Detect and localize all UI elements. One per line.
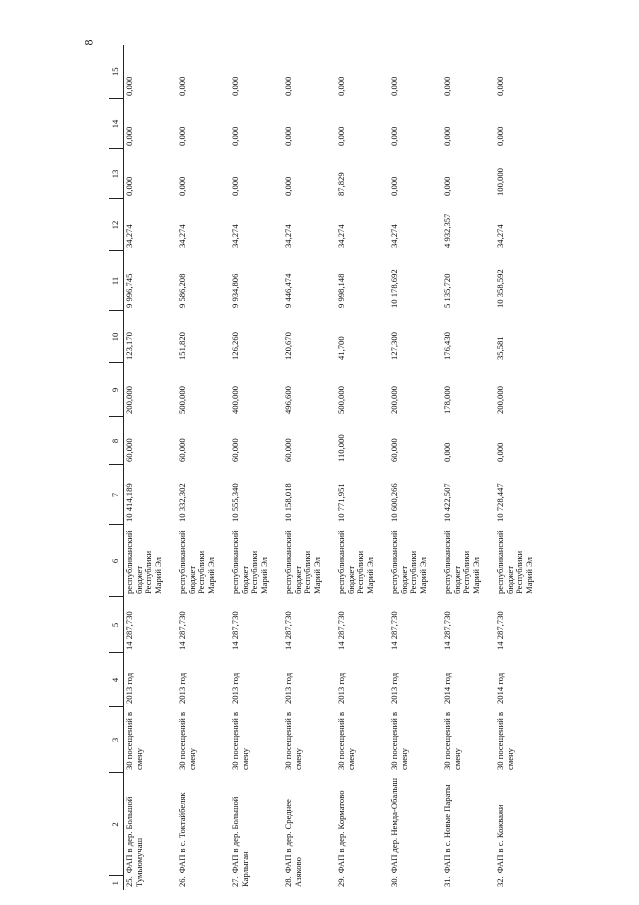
row-number: 31. bbox=[442, 876, 452, 887]
value-cell: 9 586,208 bbox=[177, 273, 187, 308]
value-cell: 0,000 bbox=[283, 76, 293, 96]
value-cell: 34,274 bbox=[177, 224, 187, 248]
facility-cell bbox=[389, 773, 442, 890]
capacity-cell: 30 посещений в смену bbox=[336, 711, 356, 770]
row-number: 27. bbox=[230, 876, 240, 887]
year-cell: 2013 год bbox=[283, 672, 293, 704]
cost-cell: 14 287,730 bbox=[336, 611, 346, 650]
cost-cell: 14 287,730 bbox=[495, 611, 505, 650]
value-cell: 0,000 bbox=[177, 126, 187, 146]
value-cell: 0,000 bbox=[336, 76, 346, 96]
facility-name: ФАП в дер. Большой Тумьюмучаш bbox=[124, 796, 144, 887]
value-cell: 400,000 bbox=[230, 386, 240, 414]
row-number: 30. bbox=[389, 876, 399, 887]
capacity-cell: 30 посещений в смену bbox=[389, 711, 409, 770]
value-cell: 10 358,592 bbox=[495, 269, 505, 308]
year-cell: 2013 год bbox=[336, 672, 346, 704]
value-cell: 34,274 bbox=[230, 224, 240, 248]
value-cell: 35,581 bbox=[495, 336, 505, 360]
value-cell: 34,274 bbox=[495, 224, 505, 248]
value-cell: 0,000 bbox=[283, 176, 293, 196]
value-cell: 10 728,447 bbox=[495, 483, 505, 522]
table-row bbox=[336, 45, 389, 890]
value-cell: 0,000 bbox=[230, 176, 240, 196]
value-cell: 200,000 bbox=[124, 386, 134, 414]
value-cell: 0,000 bbox=[495, 442, 505, 462]
value-cell: 34,274 bbox=[336, 224, 346, 248]
source-cell: республиканский бюджет Республики Марий Эл bbox=[336, 530, 375, 594]
year-cell: 2013 год bbox=[177, 672, 187, 704]
column-header: 15 bbox=[109, 45, 124, 99]
value-cell: 0,000 bbox=[442, 76, 452, 96]
table-row bbox=[389, 45, 442, 890]
facility-name: ФАП дер. Немда-Обалыш bbox=[389, 778, 399, 874]
source-cell: республиканский бюджет Республики Марий Эл bbox=[442, 530, 481, 594]
value-cell: 9 446,474 bbox=[283, 273, 293, 308]
source-cell: республиканский бюджет Республики Марий Эл bbox=[283, 530, 322, 594]
value-cell: 0,000 bbox=[389, 176, 399, 196]
value-cell: 123,170 bbox=[124, 332, 134, 360]
year-cell: 2014 год bbox=[442, 672, 452, 704]
value-cell: 100,000 bbox=[495, 168, 505, 196]
value-cell: 0,000 bbox=[283, 126, 293, 146]
value-cell: 176,430 bbox=[442, 332, 452, 360]
facility-name: ФАП в дер. Большой Карлыган bbox=[230, 796, 250, 887]
source-cell: республиканский бюджет Республики Марий Эл bbox=[230, 530, 269, 594]
value-cell: 200,000 bbox=[495, 386, 505, 414]
value-cell: 0,000 bbox=[177, 76, 187, 96]
row-number: 29. bbox=[336, 876, 346, 887]
facility-name: ФАП в дер. Среднее Азяково bbox=[283, 799, 303, 887]
value-cell: 127,300 bbox=[389, 332, 399, 360]
cost-cell: 14 287,730 bbox=[442, 611, 452, 650]
capacity-cell: 30 посещений в смену bbox=[442, 711, 462, 770]
column-header: 7 bbox=[109, 465, 124, 525]
value-cell: 60,000 bbox=[124, 438, 134, 462]
value-cell: 87,829 bbox=[336, 172, 346, 196]
value-cell: 0,000 bbox=[336, 126, 346, 146]
value-cell: 60,000 bbox=[283, 438, 293, 462]
value-cell: 10 158,018 bbox=[283, 483, 293, 522]
capacity-cell: 30 посещений в смену bbox=[124, 711, 144, 770]
value-cell: 9 996,745 bbox=[124, 273, 134, 308]
value-cell: 0,000 bbox=[124, 76, 134, 96]
value-cell: 4 932,357 bbox=[442, 213, 452, 248]
value-cell: 126,260 bbox=[230, 332, 240, 360]
value-cell: 60,000 bbox=[230, 438, 240, 462]
value-cell: 0,000 bbox=[442, 176, 452, 196]
value-cell: 10 332,302 bbox=[177, 483, 187, 522]
header-row bbox=[109, 45, 124, 890]
value-cell: 34,274 bbox=[124, 224, 134, 248]
value-cell: 0,000 bbox=[442, 126, 452, 146]
source-cell: республиканский бюджет Республики Марий Эл bbox=[389, 530, 428, 594]
facility-cell bbox=[177, 773, 230, 890]
value-cell: 0,000 bbox=[495, 126, 505, 146]
value-cell: 0,000 bbox=[177, 176, 187, 196]
capacity-cell: 30 посещений в смену bbox=[230, 711, 250, 770]
value-cell: 0,000 bbox=[230, 76, 240, 96]
value-cell: 200,000 bbox=[389, 386, 399, 414]
value-cell: 34,274 bbox=[283, 224, 293, 248]
facility-cell bbox=[124, 773, 178, 890]
row-number: 25. bbox=[124, 876, 134, 887]
source-cell: республиканский бюджет Республики Марий Эл bbox=[177, 530, 216, 594]
value-cell: 10 600,266 bbox=[389, 483, 399, 522]
value-cell: 34,274 bbox=[389, 224, 399, 248]
row-number: 28. bbox=[283, 876, 293, 887]
financing-table bbox=[109, 45, 548, 890]
column-header: 5 bbox=[109, 597, 124, 653]
value-cell: 5 135,720 bbox=[442, 273, 452, 308]
source-cell: республиканский бюджет Республики Марий Эл bbox=[495, 530, 534, 594]
source-cell: республиканский бюджет Республики Марий Эл bbox=[124, 530, 163, 594]
value-cell: 60,000 bbox=[389, 438, 399, 462]
facility-name: ФАП в с. Кожважи bbox=[495, 804, 505, 874]
capacity-cell: 30 посещений в смену bbox=[177, 711, 197, 770]
table-row bbox=[442, 45, 495, 890]
table-row bbox=[495, 45, 548, 890]
column-header: 11 bbox=[109, 251, 124, 311]
cost-cell: 14 287,730 bbox=[177, 611, 187, 650]
facility-name: ФАП в с. Новые Параты bbox=[442, 784, 452, 874]
value-cell: 178,000 bbox=[442, 386, 452, 414]
value-cell: 151,820 bbox=[177, 332, 187, 360]
year-cell: 2013 год bbox=[230, 672, 240, 704]
value-cell: 0,000 bbox=[124, 176, 134, 196]
column-header: 4 bbox=[109, 653, 124, 707]
table-row bbox=[283, 45, 336, 890]
value-cell: 500,000 bbox=[177, 386, 187, 414]
value-cell: 500,000 bbox=[336, 386, 346, 414]
cost-cell: 14 287,730 bbox=[124, 611, 134, 650]
value-cell: 0,000 bbox=[124, 126, 134, 146]
value-cell: 0,000 bbox=[495, 76, 505, 96]
value-cell: 9 998,148 bbox=[336, 273, 346, 308]
capacity-cell: 30 посещений в смену bbox=[283, 711, 303, 770]
year-cell: 2013 год bbox=[124, 672, 134, 704]
value-cell: 60,000 bbox=[177, 438, 187, 462]
column-header: 2 bbox=[109, 773, 124, 876]
column-header: 3 bbox=[109, 707, 124, 773]
row-number: 26. bbox=[177, 876, 187, 887]
column-header: 8 bbox=[109, 417, 124, 465]
column-header: 1 bbox=[109, 876, 124, 890]
value-cell: 0,000 bbox=[389, 126, 399, 146]
value-cell: 10 771,951 bbox=[336, 483, 346, 522]
value-cell: 0,000 bbox=[230, 126, 240, 146]
facility-name: ФАП в с. Токтайбеляк bbox=[177, 792, 187, 874]
facility-cell bbox=[283, 773, 336, 890]
table-row bbox=[177, 45, 230, 890]
rotated-table-wrapper bbox=[109, 45, 534, 890]
year-cell: 2013 год bbox=[389, 672, 399, 704]
value-cell: 9 934,806 bbox=[230, 273, 240, 308]
column-header: 12 bbox=[109, 199, 124, 251]
value-cell: 496,600 bbox=[283, 386, 293, 414]
column-header: 9 bbox=[109, 363, 124, 417]
capacity-cell: 30 посещений в смену bbox=[495, 711, 515, 770]
facility-cell bbox=[495, 773, 548, 890]
column-header: 10 bbox=[109, 311, 124, 363]
cost-cell: 14 287,730 bbox=[389, 611, 399, 650]
page-number: 8 bbox=[81, 39, 96, 46]
value-cell: 10 414,189 bbox=[124, 483, 134, 522]
facility-cell bbox=[230, 773, 283, 890]
cost-cell: 14 287,730 bbox=[230, 611, 240, 650]
table-row bbox=[230, 45, 283, 890]
value-cell: 10 178,692 bbox=[389, 269, 399, 308]
column-header: 13 bbox=[109, 149, 124, 199]
facility-cell bbox=[442, 773, 495, 890]
value-cell: 41,700 bbox=[336, 336, 346, 360]
value-cell: 10 422,507 bbox=[442, 483, 452, 522]
value-cell: 10 555,340 bbox=[230, 483, 240, 522]
facility-cell bbox=[336, 773, 389, 890]
value-cell: 0,000 bbox=[389, 76, 399, 96]
column-header: 6 bbox=[109, 525, 124, 597]
cost-cell: 14 287,730 bbox=[283, 611, 293, 650]
facility-name: ФАП в дер. Корматово bbox=[336, 790, 346, 874]
value-cell: 120,670 bbox=[283, 332, 293, 360]
year-cell: 2014 год bbox=[495, 672, 505, 704]
column-header: 14 bbox=[109, 99, 124, 149]
table-row bbox=[124, 45, 178, 890]
value-cell: 110,000 bbox=[336, 434, 346, 462]
row-number: 32. bbox=[495, 876, 505, 887]
value-cell: 0,000 bbox=[442, 442, 452, 462]
